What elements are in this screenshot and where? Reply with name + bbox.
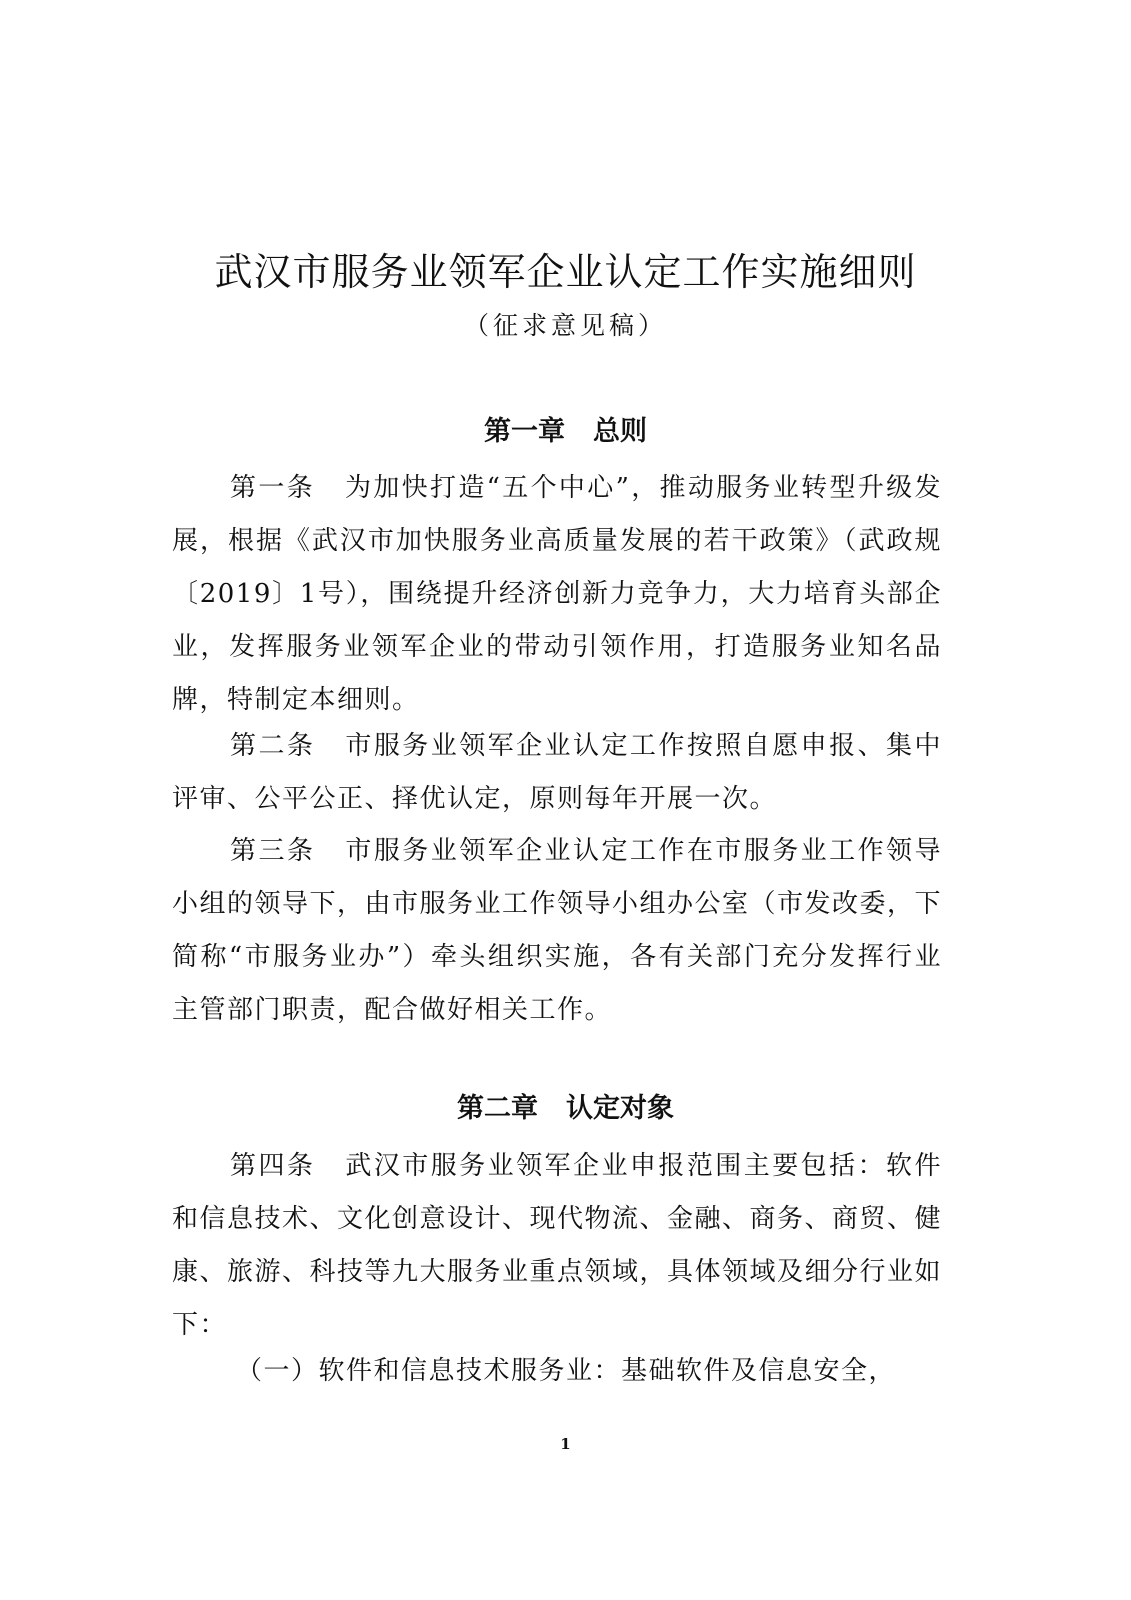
article-3 [172,825,942,1037]
article-1 [172,462,942,727]
list-item [172,1345,942,1398]
chapter-heading-2 [0,1089,1131,1129]
article-text: 为加快打造“五个中心”，推动服务业转型升级发展，根据《武汉市加快服务业高质量发展的若干政策》（武政规〔2019〕1号），围绕提升经济创新力竞争力，大力培育头部企业，发挥服务业领军企业的带动引领作用，打造服务业知名品牌，特制定本细则。 [172,473,942,715]
article-text: 市服务业领军企业认定工作按照自愿申报、集中评审、公平公正、择优认定，原则每年开展一次。 [172,731,942,814]
article-label: 第三条 [230,836,316,866]
chapter-number: 第二章 [457,1093,538,1124]
list-item-text: （一）软件和信息技术服务业：基础软件及信息安全， [236,1356,897,1386]
article-label: 第二条 [230,731,316,761]
article-label: 第四条 [230,1151,316,1181]
article-4 [172,1140,942,1352]
document-subtitle: （征求意见稿） [463,311,667,340]
chapter-name: 认定对象 [566,1093,674,1124]
article-label: 第一条 [230,473,315,503]
document-title: 武汉市服务业领军企业认定工作实施细则 [214,250,917,294]
article-text: 市服务业领军企业认定工作在市服务业工作领导小组的领导下，由市服务业工作领导小组办公室（市发改委，下简称“市服务业办”）牵头组织实施，各有关部门充分发挥行业主管部门职责，配合做好相关工作。 [172,836,943,1025]
chapter-name: 总则 [593,416,647,447]
chapter-number: 第一章 [484,416,565,447]
article-2 [172,720,942,826]
page-number: 1 [560,1435,571,1453]
chapter-heading-1 [0,412,1131,452]
article-text: 武汉市服务业领军企业申报范围主要包括：软件和信息技术、文化创意设计、现代物流、金融、商务、商贸、健康、旅游、科技等九大服务业重点领域，具体领域及细分行业如下： [172,1151,943,1340]
